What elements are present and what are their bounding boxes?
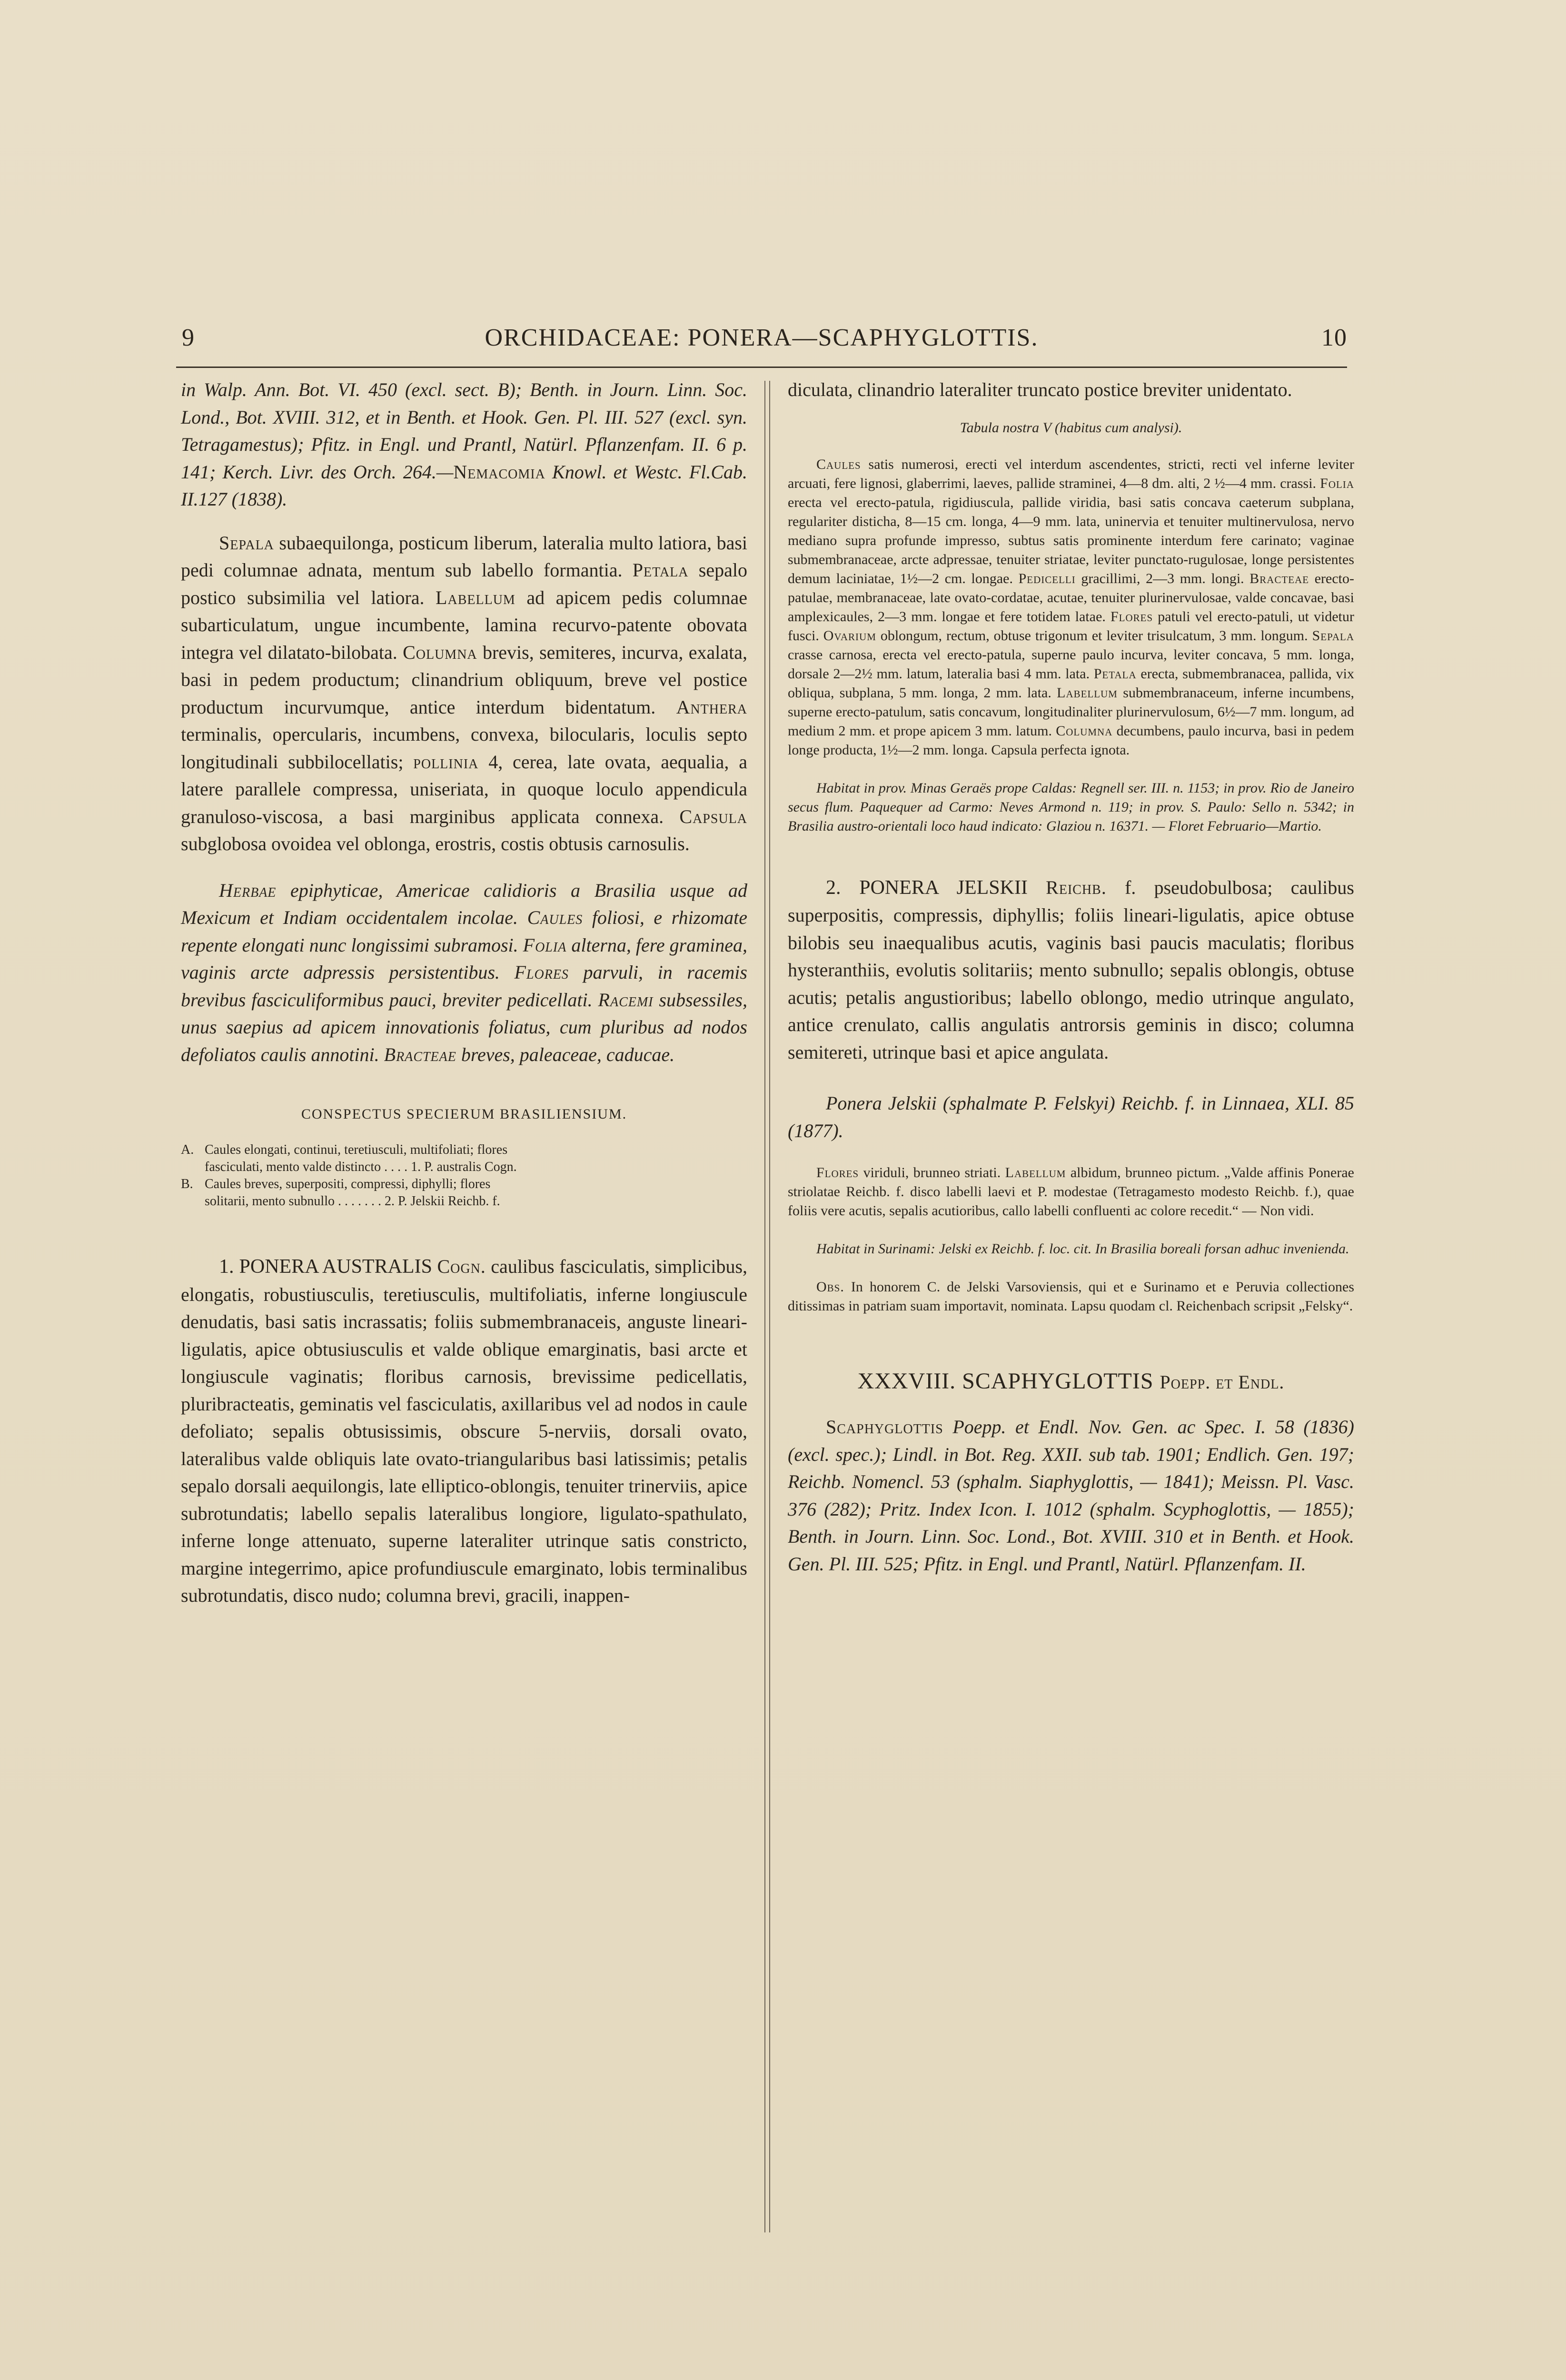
key-entry-b bbox=[181, 1176, 747, 1193]
sp1-flores-text: patuli vel erecto-patuli, ut videtur fusci. bbox=[788, 608, 1354, 644]
species-1-diagnosis bbox=[181, 1253, 747, 1609]
ref-intro: in Walp. Ann. Bot. VI. 450 (excl. sect. B); Benth. in Journ. Linn. Soc. Lond., Bot. XVIII. 312, et in Benth. et Hook. Gen. Pl. III. 527 (excl. syn. Tetragamestus); Pfitz. in Engl. und Prantl, Natürl. Pflanzenfam. II. 6 p. 141; Kerch. Livr. des Orch. 264.— bbox=[181, 379, 747, 483]
right-column bbox=[788, 376, 1354, 1577]
sp1-petala-label: Petala bbox=[1093, 665, 1137, 682]
genus-title: XXXVIII. SCAPHYGLOTTIS bbox=[857, 1368, 1154, 1394]
species-1-author: Cogn. bbox=[437, 1256, 486, 1277]
species-2-reference: Ponera Jelskii (sphalmate P. Felskyi) Reichb. f. in Linnaea, XLI. 85 (1877). bbox=[788, 1092, 1354, 1141]
key-entry-a bbox=[181, 1141, 747, 1159]
sp1-sepala-text: crasse carnosa, erecta vel erecto-patula, superne paulo incurva, leviter concava, 5 mm. longa, dorsale 2—2½ mm. latum, lateralia basi 4 mm. lata. bbox=[788, 646, 1354, 682]
key-text-b2: solitarii, mento subnullo . . . . . . . 2. P. Jelskii Reichb. f. bbox=[205, 1194, 500, 1209]
species-1-description bbox=[788, 455, 1354, 760]
sepala-label: Sepala bbox=[219, 532, 274, 554]
sp1-folia-text: erecta vel erecto-patula, rigidiuscula, pallide viridia, basi satis concava caeterum subplana, regulariter disticha, 8—15 cm. longa, 4—9 mm. lata, uninervia et tenuiter multinervulosa, nervo mediano supra profunde impresso, subtus satis prominente interdum fere carinato; vaginae submembranaceae, arcte adpressae, tenuiter striatae, leviter punctato-rugulosae, longe persistentes demum laciniatae, 1½—2 cm. longae. bbox=[788, 494, 1354, 586]
caules-label: Caules bbox=[527, 907, 583, 928]
genus-authors: Poepp. et Endl. bbox=[1160, 1371, 1285, 1393]
flores-text: parvuli, in racemis brevibus fasciculiformibus pauci, breviter pedicellati. bbox=[181, 962, 747, 1011]
ref-nemacomia: Nemacomia bbox=[453, 461, 545, 483]
genus-habit bbox=[181, 877, 747, 1069]
caules-text: foliosi, e rhizomate repente elongati nunc longissimi subramosi. bbox=[181, 907, 747, 956]
sp1-bracteae-label: Bracteae bbox=[1249, 570, 1309, 586]
page-number-left: 9 bbox=[182, 324, 195, 351]
anthera-label: Anthera bbox=[676, 696, 747, 718]
sp2-flores-text: viriduli, brunneo striati. bbox=[859, 1165, 1005, 1180]
species-2-description bbox=[788, 1163, 1354, 1220]
species-2-diagnosis bbox=[788, 874, 1354, 1066]
petala-label: Petala bbox=[632, 559, 689, 581]
bracteae-label: Bracteae bbox=[384, 1043, 456, 1065]
labellum-text: ad apicem pedis columnae subarticulatum, ungue incumbente, lamina recurvo-patente obovata integra vel dilatato-bilobata. bbox=[181, 586, 747, 663]
conspectus-heading: CONSPECTUS SPECIERUM BRASILIENSIUM. bbox=[301, 1106, 627, 1122]
column-divider bbox=[764, 381, 770, 2232]
sp1-columna-text: decumbens, paulo incurva, basi in pedem longe producta, 1½—2 mm. longa. Capsula perfecta ignota. bbox=[788, 723, 1354, 758]
species-2-author: Reichb. bbox=[1046, 876, 1107, 898]
sp1-labellum-text: submembranaceum, inferne incumbens, superne erecto-patulum, satis concavum, longitudinaliter plurinervulosum, 6½—7 mm. longum, ad medium 2 mm. et prope apicem 3 mm. latum. bbox=[788, 684, 1354, 739]
sp1-labellum-label: Labellum bbox=[1057, 684, 1118, 701]
pollinia-text: 4, cerea, late ovata, aequalia, a latere parallele compressa, uniseriata, in quoque loculo appendicula granuloso-viscosa, a basi marginibus applicata connexa. bbox=[181, 751, 748, 827]
bracteae-text: breves, paleaceae, caducae. bbox=[456, 1043, 675, 1065]
anthera-text: terminalis, opercularis, incumbens, convexa, bilocularis, loculis septo longitudinali subbilocellatis; bbox=[181, 724, 747, 773]
left-column bbox=[181, 376, 747, 1609]
sp1-folia-label: Folia bbox=[1320, 475, 1354, 491]
species-key bbox=[181, 1141, 747, 1210]
sp1-caules-text: satis numerosi, erecti vel interdum ascendentes, stricti, recti vel inferne leviter arcuati, fere lignosi, glaberrimi, laeves, pallide straminei, 4—8 dm. alti, 2 ½—4 mm. crassi. bbox=[788, 456, 1354, 491]
species-1-title: 1. PONERA AUSTRALIS bbox=[219, 1256, 432, 1278]
racemi-text: subsessiles, unus saepius ad apicem innovationis foliatus, cum pluribus ad nodos defoliatos caulis annotini. bbox=[181, 989, 747, 1065]
racemi-label: Racemi bbox=[598, 989, 654, 1011]
columna-label: Columna bbox=[403, 641, 477, 663]
genus-description bbox=[181, 529, 747, 858]
petala-text: sepalo postico subsimilia vel latiora. bbox=[181, 559, 747, 608]
sp2-flores-label: Flores bbox=[816, 1165, 859, 1180]
sp1-flores-label: Flores bbox=[1110, 608, 1153, 625]
plate-note: Tabula nostra V (habitus cum analysi). bbox=[960, 419, 1182, 436]
sp1-ovarium-text: oblongum, rectum, obtuse trigonum et leviter trisulcatum, 3 mm. longum. bbox=[876, 627, 1312, 644]
sp2-labellum-label: Labellum bbox=[1005, 1165, 1066, 1180]
capsula-text: subglobosa ovoidea vel oblonga, erostris, costis obtusis carnosulis. bbox=[181, 833, 690, 854]
sp1-ovarium-label: Ovarium bbox=[823, 627, 876, 644]
sp1-pedicelli-label: Pedicelli bbox=[1018, 570, 1076, 586]
key-label-a: A. bbox=[181, 1142, 194, 1157]
genus-references bbox=[181, 376, 747, 513]
header-rule bbox=[176, 367, 1347, 368]
genus-heading bbox=[788, 1368, 1354, 1394]
sp1-sepala-label: Sepala bbox=[1312, 627, 1354, 644]
running-title: ORCHIDACEAE: PONERA—SCAPHYGLOTTIS. bbox=[485, 324, 1039, 351]
ref-tail: Knowl. et Westc. Fl.Cab. II.127 (1838). bbox=[181, 461, 747, 510]
key-text-a1: Caules elongati, continui, teretiusculi, multifoliati; flores bbox=[205, 1142, 508, 1157]
species-1-continuation: diculata, clinandrio lateraliter truncato postice breviter unidentato. bbox=[788, 379, 1292, 400]
herbae-label: Herbae bbox=[219, 879, 277, 901]
folia-label: Folia bbox=[523, 934, 567, 956]
columna-text: brevis, semiteres, incurva, exalata, basi in pedem productum; clinandrium obliquum, breve vel postice productum incurvumque, antice interdum bidentatum. bbox=[181, 641, 747, 718]
species-1-text: caulibus fasciculatis, simplicibus, elongatis, robustiusculis, teretiusculis, multifoliatis, inferne longiuscule denudatis, basi satis incrassatis; foliis submembranaceis, anguste lineari-ligulatis, apice obtusiusculis et valde oblique emarginatis, basi arcte et longiuscule vaginatis; floribus carnosis, brevissime pedicellatis, pluribracteatis, geminatis vel fasciculatis, axillaribus vel ad nodos in caule defoliato; sepalis obtusissimis, obscure 5-nerviis, dorsali ovato, lateralibus valde obliquis late ovato-triangularibus basi latissimis; petalis sepalo dorsali aequilongis, late elliptico-oblongis, tenuiter trinerviis, apice subrotundatis; labello sepalis lateralibus longiore, ligulato-spathulato, inferne longe attenuato, superne lateraliter utrinque satis constricto, margine integerrimo, apice profundiuscule emarginato, lobis terminalibus subrotundatis, disco nudo; columna brevi, gracili, inappen- bbox=[181, 1256, 748, 1606]
page-number-right: 10 bbox=[1321, 324, 1347, 351]
pollinia-label: pollinia bbox=[413, 751, 479, 773]
capsula-label: Capsula bbox=[679, 805, 747, 827]
genus-scaphyglottis-references bbox=[788, 1413, 1354, 1577]
sp1-columna-label: Columna bbox=[1056, 723, 1113, 739]
sepala-text: subaequilonga, posticum liberum, lateralia multo latiora, basi pedi columnae adnata, mentum sub labello formantia. bbox=[181, 532, 747, 581]
key-text-b1: Caules breves, superpositi, compressi, diphylli; flores bbox=[205, 1177, 491, 1191]
flores-label: Flores bbox=[514, 962, 569, 983]
sp1-petala-text: erecta, submembranacea, pallida, vix obliqua, subplana, 5 mm. longa, 2 mm. lata. bbox=[788, 665, 1354, 701]
sp2-labellum-text: albidum, brunneo pictum. „Valde affinis Ponerae striolatae Reichb. f. disco labelli laevi et P. modestae (Tetragamesto modesto Reichb. f.), quae foliis vere acutis, sepalis acutioribus, callo labelli confluenti ac colore recedit.“ — Non vidi. bbox=[788, 1165, 1354, 1219]
obs-label: Obs. bbox=[816, 1279, 844, 1295]
key-text-a2: fasciculati, mento valde distincto . . . . 1. P. australis Cogn. bbox=[205, 1160, 517, 1174]
species-1-habitat: Habitat in prov. Minas Geraës prope Caldas: Regnell ser. III. n. 1153; in prov. Rio de Janeiro secus flum. Paquequer ad Carmo: Neves Armond n. 119; in prov. S. Paulo: Sello n. 5342; in Brasilia austro-orientali loco haud indicato: Glaziou n. 16371. — Floret Februario—Martio. bbox=[788, 780, 1354, 834]
key-label-b: B. bbox=[181, 1177, 193, 1191]
herbae-text: epiphyticae, Americae calidioris a Brasilia usque ad Mexicum et Indiam occidentalem incolae. bbox=[181, 879, 747, 928]
sp1-pedicelli-text: gracillimi, 2—3 mm. longi. bbox=[1075, 570, 1250, 586]
scaphyglottis-label: Scaphyglottis bbox=[826, 1416, 943, 1438]
sp1-bracteae-text: erecto-patulae, membranaceae, late ovato-cordatae, acutae, tenuiter plurinervulosae, valde concavae, basi amplexicaules, 2—3 mm. longae et fere totidem latae. bbox=[788, 570, 1354, 625]
species-2-habitat: Habitat in Surinami: Jelski ex Reichb. f. loc. cit. In Brasilia boreali forsan adhuc invenienda. bbox=[816, 1241, 1349, 1257]
observation-note bbox=[788, 1278, 1354, 1316]
species-2-title: 2. PONERA JELSKII bbox=[826, 876, 1028, 899]
scaphyglottis-refs: Poepp. et Endl. Nov. Gen. ac Spec. I. 58 (1836) (excl. spec.); Lindl. in Bot. Reg. XXII. sub tab. 1901; Endlich. Gen. 197; Reichb. Nomencl. 53 (sphalm. Siaphyglottis, — 1841); Meissn. Pl. Vasc. 376 (282); Pritz. Index Icon. I. 1012 (sphalm. Scyphoglottis, — 1855); Benth. in Journ. Linn. Soc. Lond., Bot. XVIII. 310 et in Benth. et Hook. Gen. Pl. III. 525; Pfitz. in Engl. und Prantl, Natürl. Pflanzenfam. II. bbox=[788, 1416, 1354, 1575]
folia-text: alterna, fere graminea, vaginis arcte adpressis persistentibus. bbox=[181, 934, 747, 983]
sp1-caules-label: Caules bbox=[816, 456, 861, 472]
species-2-text: f. pseudobulbosa; caulibus superpositis, compressis, diphyllis; foliis lineari-ligulatis, apice obtuse bilobis seu inaequalibus acutis, vaginis basi paucis maculatis; floribus hysteranthiis, evolutis solitariis; mento subnullo; sepalis oblongis, obtuse acutis; petalis angustioribus; labello oblongo, medio utrinque angulato, antice crenulato, callis angulatis antrorsis geminis in disco; columna semitereti, utrinque basi et apice angulata. bbox=[788, 876, 1354, 1063]
labellum-label: Labellum bbox=[436, 586, 515, 608]
obs-text: In honorem C. de Jelski Varsoviensis, qui et e Surinamo et e Peruvia collectiones ditissimas in patriam suam importavit, nominata. Lapsu quodam cl. Reichenbach scripsit „Felsky“. bbox=[788, 1279, 1354, 1314]
running-header bbox=[176, 324, 1347, 357]
